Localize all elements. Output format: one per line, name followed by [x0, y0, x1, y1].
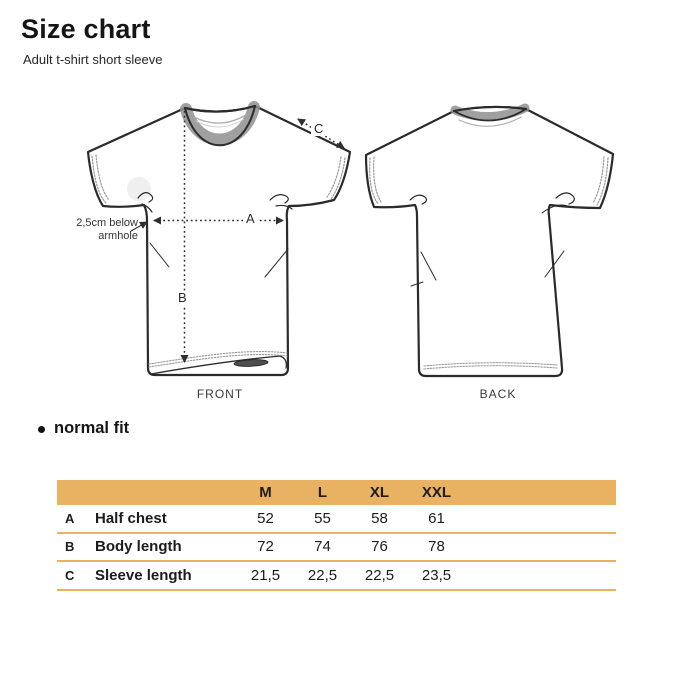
- table-row-half-chest: [57, 505, 616, 534]
- page-title: Size chart: [21, 14, 151, 44]
- bullet-icon: [38, 426, 45, 433]
- row-key: B: [65, 539, 75, 555]
- measure-label-b: B: [175, 291, 190, 305]
- cell-value: 21,5: [250, 566, 281, 584]
- fit-label-row: [38, 417, 129, 439]
- measure-label-c: C: [311, 122, 326, 136]
- fit-label: normal fit: [54, 418, 130, 437]
- back-shirt-silhouette: [366, 107, 613, 376]
- size-column-l: L: [317, 484, 328, 501]
- row-key: A: [65, 510, 75, 526]
- cell-value: 74: [314, 538, 331, 556]
- cell-value: 61: [428, 509, 445, 527]
- table-row-body-length: [57, 534, 616, 563]
- row-label: Body length: [95, 538, 182, 556]
- cell-value: 78: [428, 538, 445, 556]
- cell-value: 58: [371, 509, 388, 527]
- front-caption: FRONT: [196, 387, 244, 401]
- cell-value: 76: [371, 538, 388, 556]
- cell-value: 22,5: [364, 566, 395, 584]
- cell-value: 72: [257, 538, 274, 556]
- size-column-xxl: XXL: [421, 484, 452, 501]
- cell-value: 52: [257, 509, 274, 527]
- armhole-note-line2: armhole: [98, 229, 138, 242]
- size-table: [57, 480, 616, 591]
- cell-value: 22,5: [307, 566, 338, 584]
- page-subtitle: Adult t-shirt short sleeve: [23, 52, 163, 67]
- size-column-m: M: [259, 484, 272, 501]
- cell-value: 55: [314, 509, 331, 527]
- size-column-xl: XL: [369, 484, 390, 501]
- row-label: Half chest: [95, 509, 167, 527]
- row-label: Sleeve length: [95, 566, 192, 584]
- back-caption: BACK: [479, 387, 517, 401]
- armhole-note: [54, 217, 138, 242]
- cell-value: 23,5: [421, 566, 452, 584]
- back-shirt-drawing: [366, 107, 613, 376]
- size-table-header: [57, 480, 616, 505]
- row-key: C: [65, 567, 75, 583]
- armhole-note-line1: 2,5cm below: [76, 217, 138, 229]
- measure-label-a: A: [243, 212, 258, 226]
- table-row-sleeve-length: [57, 562, 616, 591]
